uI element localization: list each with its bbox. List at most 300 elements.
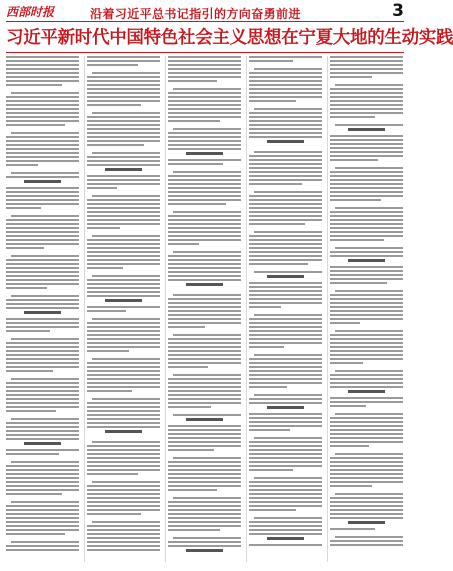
text-line-placeholder	[249, 56, 322, 58]
page-number: 3	[392, 1, 404, 21]
text-line-placeholder	[254, 151, 322, 153]
text-line-placeholder	[87, 493, 160, 495]
text-line-placeholder	[249, 112, 322, 114]
text-line-placeholder	[330, 219, 403, 221]
text-line-placeholder	[249, 481, 322, 483]
subhead-placeholder	[267, 537, 304, 540]
text-line-placeholder	[249, 120, 322, 122]
text-line-placeholder	[330, 139, 403, 141]
text-line-placeholder	[87, 116, 160, 118]
text-line-placeholder	[168, 203, 226, 205]
text-line-placeholder	[330, 433, 403, 435]
subhead-placeholder	[186, 283, 223, 286]
text-line-placeholder	[87, 310, 126, 312]
article-column	[6, 56, 79, 562]
text-line-placeholder	[87, 267, 123, 269]
text-line-placeholder	[330, 505, 403, 507]
text-line-placeholder	[335, 124, 403, 126]
text-line-placeholder	[87, 366, 160, 368]
text-line-placeholder	[249, 136, 322, 138]
text-line-placeholder	[87, 243, 160, 245]
text-line-placeholder	[330, 513, 403, 515]
text-line-placeholder	[330, 473, 403, 475]
text-line-placeholder	[249, 171, 322, 173]
text-line-placeholder	[254, 394, 322, 396]
subhead-placeholder	[105, 168, 142, 171]
masthead	[6, 1, 404, 21]
text-line-placeholder	[330, 211, 403, 213]
text-line-placeholder	[87, 291, 160, 293]
text-line-placeholder	[249, 282, 322, 284]
text-line-placeholder	[87, 489, 160, 491]
text-line-placeholder	[249, 544, 322, 546]
text-line-placeholder	[330, 251, 403, 253]
text-line-placeholder	[330, 362, 363, 364]
text-line-placeholder	[87, 251, 160, 253]
subhead-placeholder	[24, 442, 61, 445]
text-line-placeholder	[249, 338, 322, 340]
text-line-placeholder	[168, 358, 241, 360]
subhead-placeholder	[267, 275, 304, 278]
text-line-placeholder	[6, 263, 79, 265]
text-line-placeholder	[87, 338, 160, 340]
text-line-placeholder	[168, 429, 241, 431]
text-line-placeholder	[92, 112, 160, 114]
text-line-placeholder	[330, 92, 403, 94]
text-line-placeholder	[87, 485, 160, 487]
text-line-placeholder	[249, 247, 322, 249]
text-line-placeholder	[168, 219, 241, 221]
text-line-placeholder	[330, 374, 403, 376]
text-line-placeholder	[168, 68, 241, 70]
text-line-placeholder	[168, 104, 241, 106]
text-line-placeholder	[168, 163, 223, 165]
text-line-placeholder	[168, 298, 241, 300]
text-line-placeholder	[168, 235, 241, 237]
text-line-placeholder	[173, 294, 241, 296]
text-line-placeholder	[168, 513, 241, 515]
text-line-placeholder	[249, 128, 322, 130]
text-line-placeholder	[6, 438, 79, 440]
text-line-placeholder	[6, 362, 79, 364]
text-line-placeholder	[87, 287, 160, 289]
text-line-placeholder	[6, 223, 79, 225]
text-line-placeholder	[6, 160, 79, 162]
text-line-placeholder	[168, 338, 241, 340]
text-line-placeholder	[249, 259, 322, 261]
text-line-placeholder	[87, 457, 160, 459]
text-line-placeholder	[87, 501, 160, 503]
text-line-placeholder	[168, 279, 241, 281]
text-line-placeholder	[249, 167, 322, 169]
text-line-placeholder	[254, 191, 322, 193]
subhead-placeholder	[348, 521, 385, 524]
text-line-placeholder	[249, 413, 322, 415]
text-line-placeholder	[254, 354, 322, 356]
text-line-placeholder	[249, 489, 322, 491]
text-line-placeholder	[168, 326, 205, 328]
text-line-placeholder	[330, 147, 403, 149]
text-line-placeholder	[6, 279, 79, 281]
text-line-placeholder	[249, 195, 322, 197]
text-line-placeholder	[11, 215, 79, 217]
text-line-placeholder	[87, 183, 160, 185]
text-line-placeholder	[168, 517, 241, 519]
text-line-placeholder	[330, 350, 403, 352]
text-line-placeholder	[249, 211, 322, 213]
text-line-placeholder	[11, 295, 79, 297]
text-line-placeholder	[168, 116, 241, 118]
text-line-placeholder	[249, 529, 322, 531]
text-line-placeholder	[249, 302, 322, 304]
text-line-placeholder	[249, 330, 322, 332]
text-line-placeholder	[330, 155, 403, 157]
text-line-placeholder	[6, 549, 79, 551]
subhead-placeholder	[348, 390, 385, 393]
text-line-placeholder	[168, 60, 241, 62]
text-line-placeholder	[249, 322, 322, 324]
text-line-placeholder	[6, 406, 79, 408]
text-line-placeholder	[6, 68, 79, 70]
text-line-placeholder	[87, 509, 160, 511]
text-line-placeholder	[6, 469, 79, 471]
text-line-placeholder	[249, 425, 322, 427]
text-line-placeholder	[168, 267, 241, 269]
subhead-placeholder	[186, 549, 223, 552]
text-line-placeholder	[330, 441, 403, 443]
text-line-placeholder	[249, 505, 322, 507]
text-line-placeholder	[168, 259, 241, 261]
text-line-placeholder	[330, 401, 403, 403]
text-line-placeholder	[92, 358, 160, 360]
text-line-placeholder	[168, 275, 241, 277]
text-line-placeholder	[254, 231, 322, 233]
text-line-placeholder	[168, 386, 241, 388]
text-line-placeholder	[87, 382, 160, 384]
text-line-placeholder	[87, 445, 160, 447]
text-line-placeholder	[168, 96, 241, 98]
text-line-placeholder	[6, 72, 79, 74]
text-line-placeholder	[254, 437, 322, 439]
column-divider	[84, 56, 85, 562]
text-line-placeholder	[6, 136, 79, 138]
text-line-placeholder	[168, 239, 241, 241]
text-line-placeholder	[87, 140, 160, 142]
text-line-placeholder	[87, 259, 160, 261]
text-line-placeholder	[87, 330, 160, 332]
text-line-placeholder	[6, 533, 65, 535]
text-line-placeholder	[249, 199, 322, 201]
text-line-placeholder	[249, 366, 322, 368]
text-line-placeholder	[249, 298, 322, 300]
text-line-placeholder	[330, 235, 403, 237]
text-line-placeholder	[254, 314, 322, 316]
text-line-placeholder	[249, 215, 322, 217]
text-line-placeholder	[168, 489, 217, 491]
text-line-placeholder	[87, 164, 160, 166]
text-line-placeholder	[168, 112, 241, 114]
text-line-placeholder	[330, 171, 403, 173]
text-line-placeholder	[6, 509, 79, 511]
text-line-placeholder	[6, 326, 79, 328]
text-line-placeholder	[92, 152, 160, 154]
text-line-placeholder	[168, 322, 241, 324]
text-line-placeholder	[6, 271, 79, 273]
text-line-placeholder	[6, 322, 79, 324]
text-line-placeholder	[6, 410, 56, 412]
text-line-placeholder	[249, 290, 322, 292]
text-line-placeholder	[168, 382, 241, 384]
text-line-placeholder	[87, 60, 160, 62]
text-line-placeholder	[168, 199, 241, 201]
text-line-placeholder	[330, 175, 403, 177]
text-line-placeholder	[335, 290, 403, 292]
text-line-placeholder	[168, 314, 241, 316]
text-line-placeholder	[87, 239, 160, 241]
text-line-placeholder	[330, 96, 403, 98]
text-line-placeholder	[330, 64, 403, 66]
text-line-placeholder	[87, 128, 160, 130]
article-column	[330, 56, 403, 562]
text-line-placeholder	[330, 469, 403, 471]
text-line-placeholder	[249, 465, 322, 467]
text-line-placeholder	[6, 164, 38, 166]
text-line-placeholder	[6, 358, 79, 360]
text-line-placeholder	[168, 390, 241, 392]
text-line-placeholder	[335, 453, 403, 455]
text-line-placeholder	[173, 374, 241, 376]
text-line-placeholder	[92, 72, 160, 74]
text-line-placeholder	[87, 80, 160, 82]
text-line-placeholder	[168, 148, 241, 150]
text-line-placeholder	[6, 342, 79, 344]
text-line-placeholder	[168, 302, 241, 304]
text-line-placeholder	[173, 497, 241, 499]
subhead-placeholder	[24, 180, 61, 183]
text-line-placeholder	[6, 76, 79, 78]
text-line-placeholder	[330, 274, 403, 276]
text-line-placeholder	[87, 342, 160, 344]
text-line-placeholder	[249, 263, 308, 265]
text-line-placeholder	[249, 306, 281, 308]
subhead-placeholder	[186, 152, 223, 155]
text-line-placeholder	[87, 350, 129, 352]
text-line-placeholder	[87, 346, 160, 348]
text-line-placeholder	[168, 80, 217, 82]
text-line-placeholder	[6, 227, 79, 229]
text-line-placeholder	[173, 334, 241, 336]
text-line-placeholder	[330, 278, 403, 280]
text-line-placeholder	[168, 191, 241, 193]
text-line-placeholder	[249, 441, 322, 443]
text-line-placeholder	[335, 247, 403, 249]
text-line-placeholder	[168, 461, 241, 463]
text-line-placeholder	[6, 152, 79, 154]
text-line-placeholder	[330, 540, 403, 542]
text-line-placeholder	[11, 172, 79, 174]
text-line-placeholder	[249, 60, 293, 62]
text-line-placeholder	[87, 362, 160, 364]
text-line-placeholder	[92, 521, 160, 523]
text-line-placeholder	[168, 227, 241, 229]
text-line-placeholder	[87, 156, 160, 158]
text-line-placeholder	[330, 346, 403, 348]
text-line-placeholder	[330, 378, 403, 380]
text-line-placeholder	[168, 378, 241, 380]
text-line-placeholder	[87, 545, 160, 547]
text-line-placeholder	[168, 187, 241, 189]
text-line-placeholder	[168, 485, 241, 487]
text-line-placeholder	[330, 425, 403, 427]
text-line-placeholder	[330, 465, 403, 467]
text-line-placeholder	[87, 473, 138, 475]
text-line-placeholder	[249, 382, 322, 384]
text-line-placeholder	[6, 521, 79, 523]
text-line-placeholder	[168, 76, 241, 78]
text-line-placeholder	[87, 497, 160, 499]
text-line-placeholder	[87, 199, 160, 201]
text-line-placeholder	[249, 163, 322, 165]
text-line-placeholder	[249, 219, 322, 221]
text-line-placeholder	[249, 386, 287, 388]
text-line-placeholder	[249, 346, 284, 348]
text-line-placeholder	[87, 160, 160, 162]
text-line-placeholder	[87, 88, 160, 90]
text-line-placeholder	[168, 433, 241, 435]
text-line-placeholder	[330, 100, 403, 102]
text-line-placeholder	[168, 541, 241, 543]
text-line-placeholder	[6, 402, 79, 404]
text-line-placeholder	[6, 366, 79, 368]
text-line-placeholder	[249, 96, 322, 98]
text-line-placeholder	[87, 76, 160, 78]
text-line-placeholder	[6, 382, 79, 384]
text-line-placeholder	[6, 449, 79, 451]
text-line-placeholder	[168, 136, 241, 138]
text-line-placeholder	[249, 493, 322, 495]
text-line-placeholder	[249, 92, 322, 94]
text-line-placeholder	[87, 207, 160, 209]
text-line-placeholder	[330, 358, 403, 360]
text-line-placeholder	[330, 322, 360, 324]
text-line-placeholder	[249, 235, 322, 237]
text-line-placeholder	[6, 422, 79, 424]
text-line-placeholder	[6, 394, 79, 396]
text-line-placeholder	[168, 362, 241, 364]
text-line-placeholder	[6, 219, 79, 221]
text-line-placeholder	[330, 282, 387, 284]
text-line-placeholder	[330, 116, 375, 118]
text-line-placeholder	[87, 84, 160, 86]
text-line-placeholder	[249, 378, 322, 380]
text-line-placeholder	[330, 187, 403, 189]
text-line-placeholder	[168, 398, 241, 400]
text-line-placeholder	[330, 302, 403, 304]
column-divider	[165, 56, 166, 562]
text-line-placeholder	[6, 434, 79, 436]
text-line-placeholder	[87, 255, 160, 257]
text-line-placeholder	[330, 104, 403, 106]
text-line-placeholder	[330, 306, 403, 308]
subhead-placeholder	[105, 430, 142, 433]
text-line-placeholder	[168, 477, 241, 479]
text-line-placeholder	[6, 489, 79, 491]
text-line-placeholder	[168, 437, 241, 439]
text-line-placeholder	[6, 176, 79, 178]
text-line-placeholder	[330, 56, 403, 58]
text-line-placeholder	[330, 457, 403, 459]
text-line-placeholder	[6, 505, 79, 507]
text-line-placeholder	[168, 545, 241, 547]
text-line-placeholder	[335, 493, 403, 495]
text-line-placeholder	[6, 231, 79, 233]
text-line-placeholder	[168, 394, 241, 396]
text-line-placeholder	[330, 191, 403, 193]
text-line-placeholder	[330, 318, 403, 320]
text-line-placeholder	[249, 362, 322, 364]
subhead-placeholder	[267, 140, 304, 143]
text-line-placeholder	[249, 342, 322, 344]
text-line-placeholder	[87, 227, 120, 229]
subhead-placeholder	[348, 128, 385, 131]
text-line-placeholder	[168, 140, 241, 142]
text-line-placeholder	[6, 303, 79, 305]
text-line-placeholder	[335, 167, 403, 169]
text-line-placeholder	[249, 453, 322, 455]
text-line-placeholder	[330, 310, 403, 312]
text-line-placeholder	[6, 80, 79, 82]
text-line-placeholder	[87, 402, 160, 404]
text-line-placeholder	[249, 88, 322, 90]
subhead-placeholder	[267, 406, 304, 409]
text-line-placeholder	[168, 144, 241, 146]
text-line-placeholder	[6, 426, 79, 428]
text-line-placeholder	[6, 283, 79, 285]
text-line-placeholder	[330, 354, 403, 356]
text-line-placeholder	[335, 84, 403, 86]
text-line-placeholder	[330, 255, 403, 257]
column-divider	[246, 56, 247, 562]
subhead-placeholder	[105, 299, 142, 302]
text-line-placeholder	[168, 175, 241, 177]
text-line-placeholder	[168, 346, 241, 348]
text-line-placeholder	[6, 140, 79, 142]
text-line-placeholder	[330, 481, 403, 483]
text-line-placeholder	[6, 259, 79, 261]
section-kicker: 沿着习近平总书记指引的方向奋勇前进	[90, 7, 301, 21]
text-line-placeholder	[11, 92, 79, 94]
text-line-placeholder	[330, 195, 403, 197]
text-line-placeholder	[87, 406, 160, 408]
text-line-placeholder	[168, 525, 241, 527]
text-line-placeholder	[249, 461, 322, 463]
text-line-placeholder	[168, 441, 241, 443]
text-line-placeholder	[330, 338, 403, 340]
text-line-placeholder	[11, 501, 79, 503]
article-column	[87, 56, 160, 562]
text-line-placeholder	[168, 425, 241, 427]
text-line-placeholder	[6, 191, 79, 193]
text-line-placeholder	[6, 307, 79, 309]
text-line-placeholder	[6, 330, 50, 332]
text-line-placeholder	[168, 354, 241, 356]
text-line-placeholder	[330, 445, 369, 447]
text-line-placeholder	[87, 295, 160, 297]
text-line-placeholder	[168, 529, 220, 531]
text-line-placeholder	[6, 108, 79, 110]
text-line-placeholder	[87, 215, 160, 217]
text-line-placeholder	[249, 485, 322, 487]
